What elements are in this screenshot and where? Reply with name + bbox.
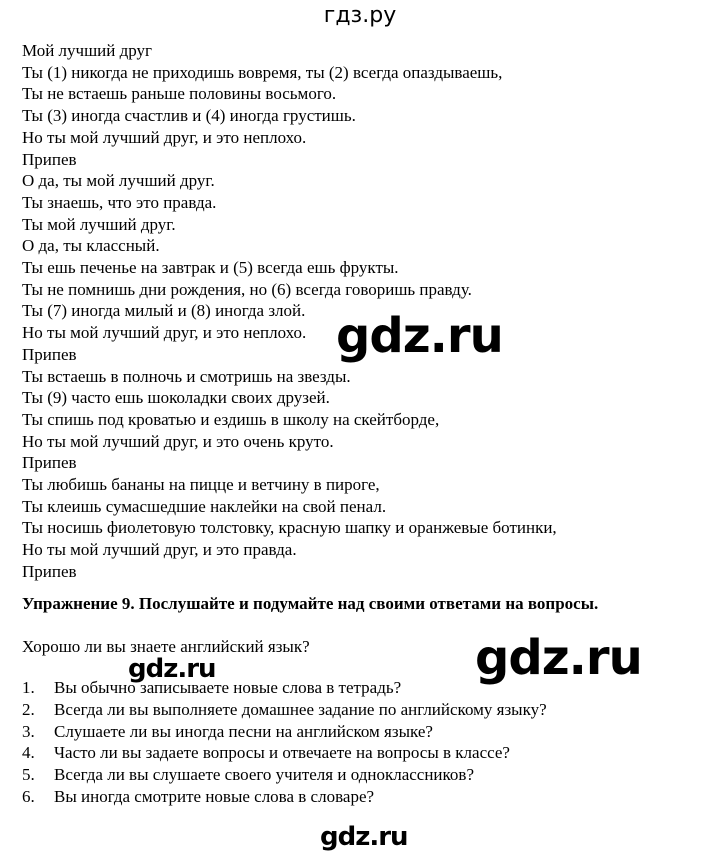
poem-line: Но ты мой лучший друг, и это неплохо.	[22, 323, 307, 343]
quiz-title: Хорошо ли вы знаете английский язык?	[22, 637, 310, 656]
poem-line: Ты носишь фиолетовую толстовку, красную шапку и оранжевые ботинки,	[22, 518, 557, 538]
question-text: Вы иногда смотрите новые слова в словаре?	[54, 786, 375, 806]
poem-line: Ты ешь печенье на завтрак и (5) всегда ешь фрукты.	[22, 258, 399, 278]
question-item	[22, 677, 547, 699]
poem-line: Ты клеишь сумасшедшие наклейки на свой пенал.	[22, 496, 387, 516]
poem-line: Ты встаешь в полночь и смотришь на звезды.	[22, 366, 351, 386]
question-text: Часто ли вы задаете вопросы и отвечаете на вопросы в классе?	[54, 743, 510, 763]
poem-line: Припев	[22, 561, 77, 581]
poem-line: Ты (1) никогда не приходишь вовремя, ты (2) всегда опаздываешь,	[22, 62, 503, 82]
poem-line: Но ты мой лучший друг, и это очень круто.	[22, 431, 334, 451]
poem-line: Мой лучший друг	[22, 41, 153, 60]
poem-line: О да, ты мой лучший друг.	[22, 171, 215, 191]
site-name: гдз.ру	[323, 3, 397, 28]
question-text: Всегда ли вы выполняете домашнее задание по английскому языку?	[54, 699, 547, 719]
poem-line: Ты (7) иногда милый и (8) иногда злой.	[22, 301, 306, 321]
question-item	[22, 721, 547, 743]
poem-line: Ты любишь бананы на пицце и ветчину в пироге,	[22, 475, 380, 495]
question-text: Слушаете ли вы иногда песни на английском языке?	[54, 721, 433, 741]
watermark: gdz.ru	[475, 630, 642, 686]
exercise-heading: Упражнение 9. Послушайте и подумайте над своими ответами на вопросы.	[22, 594, 599, 613]
poem-line: Ты знаешь, что это правда.	[22, 192, 217, 212]
watermark: gdz.ru	[128, 654, 216, 684]
poem-line: Ты (3) иногда счастлив и (4) иногда грустишь.	[22, 106, 356, 126]
poem-line: Ты спишь под кроватью и ездишь в школу на скейтборде,	[22, 409, 440, 429]
poem-line: Но ты мой лучший друг, и это правда.	[22, 540, 297, 560]
question-item	[22, 786, 547, 808]
question-number: 2.	[22, 699, 35, 719]
question-number: 1.	[22, 678, 35, 697]
poem-line: Ты не встаешь раньше половины восьмого.	[22, 84, 337, 104]
poem-line: Ты не помнишь дни рождения, но (6) всегда говоришь правду.	[22, 279, 472, 299]
site-header	[0, 2, 720, 30]
poem-line: Припев	[22, 453, 77, 473]
question-item	[22, 764, 547, 786]
question-text: Всегда ли вы слушаете своего учителя и одноклассников?	[54, 765, 475, 785]
question-number: 6.	[22, 786, 35, 806]
poem-line: Ты мой лучший друг.	[22, 214, 176, 234]
question-number: 5.	[22, 765, 35, 785]
question-item	[22, 699, 547, 721]
poem-line: Но ты мой лучший друг, и это неплохо.	[22, 127, 307, 147]
question-list	[22, 677, 547, 808]
question-item	[22, 742, 547, 764]
poem-line: Припев	[22, 344, 77, 364]
question-number: 3.	[22, 721, 35, 741]
question-text: Вы обычно записываете новые слова в тетрадь?	[54, 678, 402, 697]
watermark: gdz.ru	[320, 822, 408, 852]
poem-line: Припев	[22, 149, 77, 169]
poem-line: О да, ты классный.	[22, 236, 160, 256]
question-number: 4.	[22, 743, 35, 763]
poem-line: Ты (9) часто ешь шоколадки своих друзей.	[22, 388, 330, 408]
watermark: gdz.ru	[336, 308, 503, 364]
